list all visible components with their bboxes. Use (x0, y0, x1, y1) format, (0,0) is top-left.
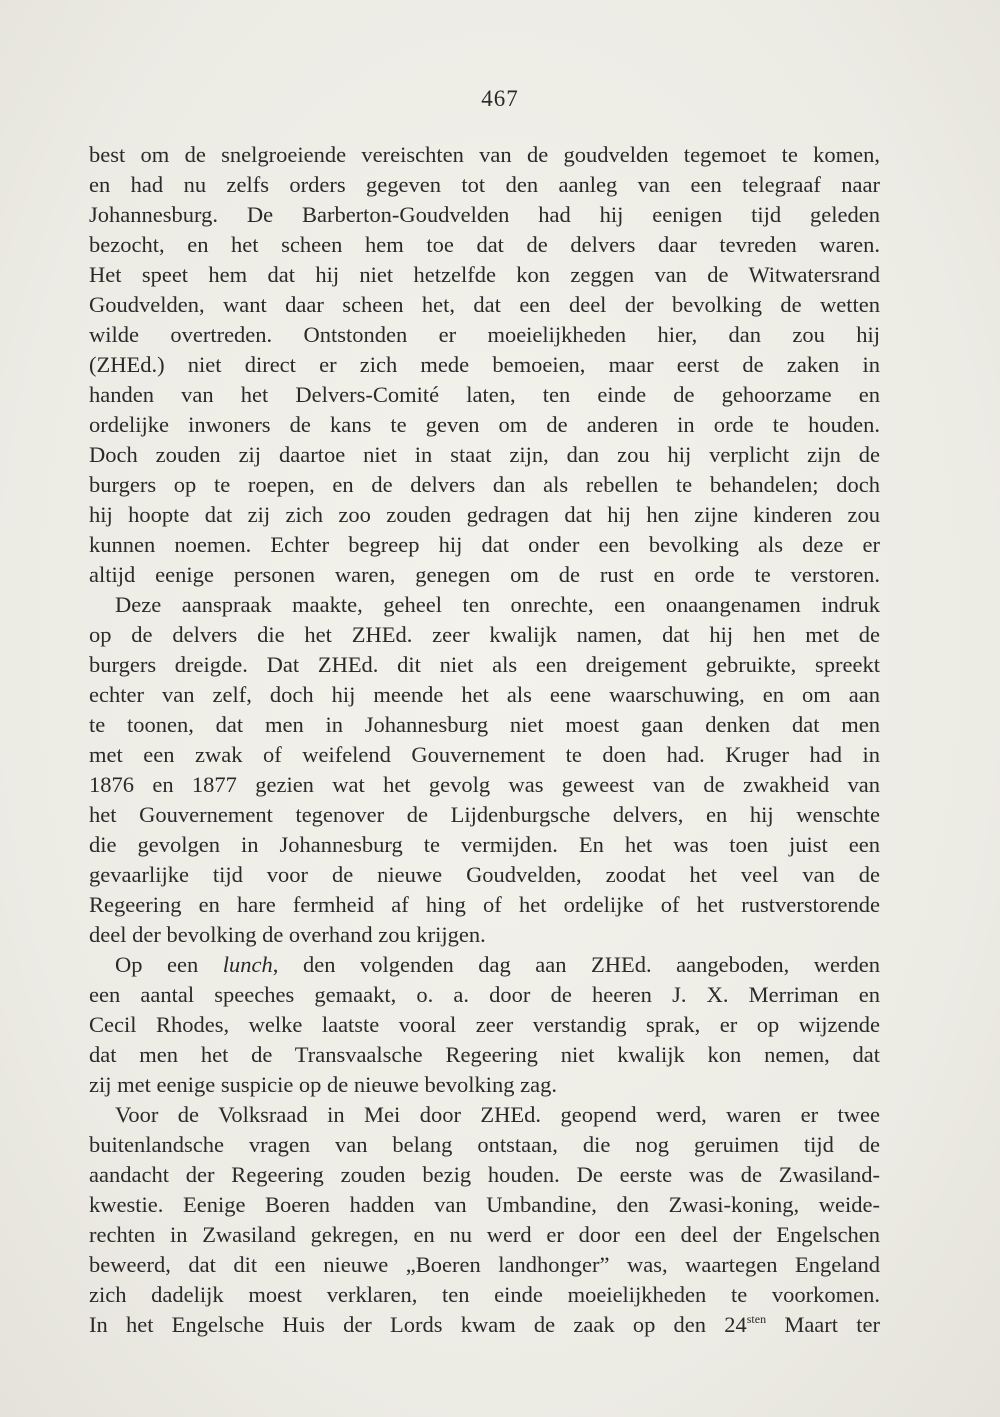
text-line: (ZHEd.) niet direct er zich mede bemoeien, maar eerst de zaken in (89, 352, 880, 377)
text-line: het Gouvernement tegenover de Lijdenburgsche delvers, en hij wenschte (89, 802, 880, 827)
page-number: 467 (481, 86, 519, 111)
text-line: kwestie. Eenige Boeren hadden van Umbandine, den Zwasi-koning, weide- (89, 1192, 880, 1217)
text-line: gevaarlijke tijd voor de nieuwe Goudvelden, zoodat het veel van de (89, 862, 880, 887)
text-line: Goudvelden, want daar scheen het, dat een deel der bevolking de wetten (89, 292, 880, 317)
text-line: en had nu zelfs orders gegeven tot den aanleg van een telegraaf naar (89, 172, 880, 197)
text-line: wilde overtreden. Ontstonden er moeielijkheden hier, dan zou hij (89, 322, 880, 347)
text-line-head: In het Engelsche Huis der Lords kwam de zaak op den 24 (89, 1312, 747, 1337)
text-line: Het speet hem dat hij niet hetzelfde kon zeggen van de Witwatersrand (89, 262, 880, 287)
text-line: een aantal speeches gemaakt, o. a. door de heeren J. X. Merriman en (89, 982, 880, 1007)
text-line: handen van het Delvers-Comité laten, ten einde de gehoorzame en (89, 382, 880, 407)
text-line: zij met eenige suspicie op de nieuwe bevolking zag. (89, 1072, 557, 1097)
text-line: 1876 en 1877 gezien wat het gevolg was geweest van de zwakheid van (89, 772, 880, 797)
text-line: Voor de Volksraad in Mei door ZHEd. geopend werd, waren er twee (115, 1102, 880, 1127)
text-line: zich dadelijk moest verklaren, ten einde moeielijkheden te voorkomen. (89, 1282, 880, 1307)
text-line: echter van zelf, doch hij meende het als eene waarschuwing, en om aan (89, 682, 880, 707)
text-line: kunnen noemen. Echter begreep hij dat onder een bevolking als deze er (89, 532, 880, 557)
text-line: Cecil Rhodes, welke laatste vooral zeer verstandig sprak, er op wijzende (89, 1012, 880, 1037)
text-line: die gevolgen in Johannesburg te vermijden. En het was toen juist een (89, 832, 880, 857)
text-line: Johannesburg. De Barberton-Goudvelden had hij eenigen tijd geleden (89, 202, 880, 227)
text-line: met een zwak of weifelend Gouvernement te doen had. Kruger had in (89, 742, 880, 767)
text-line: Doch zouden zij daartoe niet in staat zijn, dan zou hij verplicht zijn de (89, 442, 880, 467)
text-line-last (89, 1310, 880, 1340)
italic-word: lunch (222, 952, 273, 977)
text-line: dat men het de Transvaalsche Regeering niet kwalijk kon nemen, dat (89, 1042, 880, 1067)
text-line: burgers op te roepen, en de delvers dan als rebellen te behandelen; doch (89, 472, 880, 497)
text-line: rechten in Zwasiland gekregen, en nu werd er door een deel der Engelschen (89, 1222, 880, 1247)
body-text (89, 140, 880, 1340)
text-line: Deze aanspraak maakte, geheel ten onrechte, een onaangenamen indruk (115, 592, 880, 617)
text-line: aandacht der Regeering zouden bezig houden. De eerste was de Zwasiland- (89, 1162, 880, 1187)
text-line: Regeering en hare fermheid af hing of het ordelijke of het rustverstorende (89, 892, 880, 917)
text-line: hij hoopte dat zij zich zoo zouden gedragen dat hij hen zijne kinderen zou (89, 502, 880, 527)
text-line: best om de snelgroeiende vereischten van de goudvelden tegemoet te komen, (89, 142, 880, 167)
text-line-tail: Maart ter (766, 1312, 880, 1337)
text-line: ordelijke inwoners de kans te geven om de anderen in orde te houden. (89, 412, 880, 437)
text-line: te toonen, dat men in Johannesburg niet moest gaan denken dat men (89, 712, 880, 737)
superscript-sten: sten (746, 1312, 767, 1326)
text-line: op de delvers die het ZHEd. zeer kwalijk namen, dat hij hen met de (89, 622, 880, 647)
text-line: altijd eenige personen waren, genegen om de rust en orde te verstoren. (89, 562, 880, 587)
text-line: deel der bevolking de overhand zou krijgen. (89, 922, 486, 947)
text-line: buitenlandsche vragen van belang ontstaan, die nog geruimen tijd de (89, 1132, 880, 1157)
text-line-italic: Op een lunch, den volgenden dag aan ZHEd. aangeboden, werden (115, 952, 880, 977)
text-line: beweerd, dat dit een nieuwe „Boeren landhonger” was, waartegen Engeland (89, 1252, 880, 1277)
text-line: bezocht, en het scheen hem toe dat de delvers daar tevreden waren. (89, 232, 880, 257)
text-line: burgers dreigde. Dat ZHEd. dit niet als een dreigement gebruikte, spreekt (89, 652, 880, 677)
